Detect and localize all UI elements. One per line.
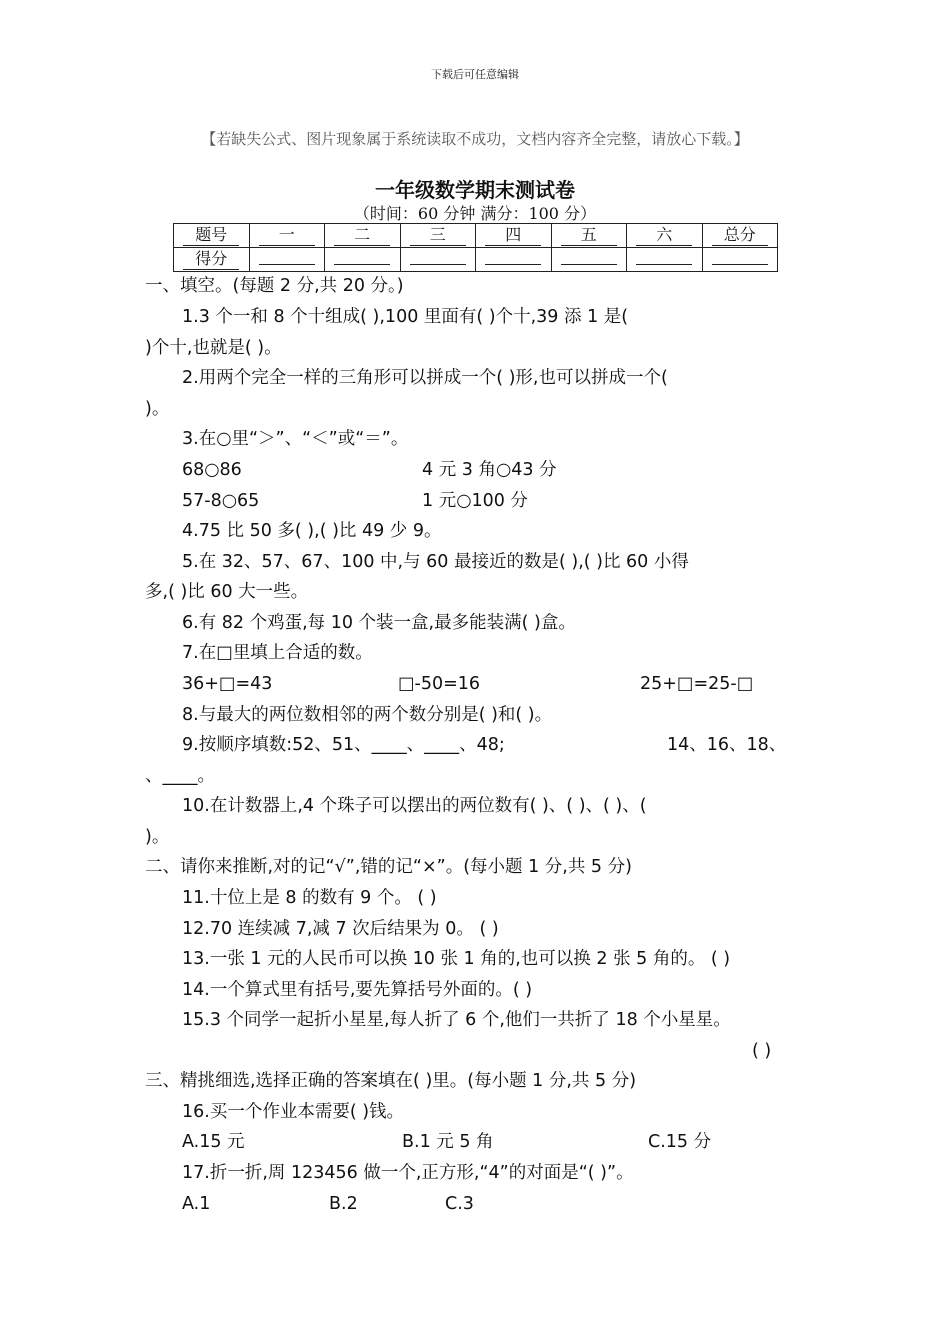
question-7-item: □-50=16 — [398, 674, 481, 694]
question-9-sequence-2: 14、16、18、 — [667, 735, 787, 755]
question-7: 7.在□里填上合适的数。 — [182, 643, 373, 663]
question-1-line-1: 1.3 个一和 8 个十组成( ),100 里面有( )个十,39 添 1 是( — [182, 307, 629, 327]
score-table-header-row — [174, 224, 778, 248]
question-10-line-1: 10.在计数器上,4 个珠子可以摆出的两位数有( )、( )、( )、( — [182, 796, 647, 816]
question-16-option-c: C.15 分 — [648, 1132, 712, 1152]
question-3-item: 57-8○65 — [182, 491, 260, 511]
score-cell-total: 总分 — [712, 225, 768, 246]
question-9-line-1: 9.按顺序填数:52、51、____、____、48; — [182, 735, 505, 755]
question-5-line-2: 多,( )比 60 大一些。 — [145, 582, 309, 602]
question-17-option-a: A.1 — [182, 1194, 211, 1214]
question-7-item: 36+□=43 — [182, 674, 273, 694]
score-blank[interactable] — [551, 248, 627, 272]
question-3-item: 68○86 — [182, 460, 242, 480]
score-cell-section-5: 五 — [561, 225, 617, 246]
score-cell-section-1: 一 — [259, 225, 315, 246]
score-blank[interactable] — [476, 248, 552, 272]
question-17-option-b: B.2 — [329, 1194, 358, 1214]
question-8: 8.与最大的两位数相邻的两个数分别是( )和( )。 — [182, 705, 553, 725]
question-13: 13.一张 1 元的人民币可以换 10 张 1 角的,也可以换 2 张 5 角的。 ( ) — [182, 949, 731, 969]
question-6: 6.有 82 个鸡蛋,每 10 个装一盒,最多能装满( )盒。 — [182, 613, 576, 633]
question-3: 3.在○里“＞”、“＜”或“＝”。 — [182, 429, 409, 449]
score-blank[interactable] — [400, 248, 476, 272]
score-blank[interactable] — [325, 248, 401, 272]
section-2-heading: 二、请你来推断,对的记“√”,错的记“×”。(每小题 1 分,共 5 分) — [145, 857, 632, 877]
score-table — [173, 223, 778, 272]
question-16-option-b: B.1 元 5 角 — [402, 1132, 494, 1152]
section-1-heading: 一、填空。(每题 2 分,共 20 分。) — [145, 276, 404, 296]
score-cell-label: 题号 — [183, 225, 239, 246]
question-17: 17.折一折,周 123456 做一个,正方形,“4”的对面是“( )”。 — [182, 1163, 634, 1183]
question-16: 16.买一个作业本需要( )钱。 — [182, 1102, 405, 1122]
page-subtitle: （时间：60 分钟 满分：100 分） — [353, 204, 597, 223]
page-title: 一年级数学期末测试卷 — [375, 178, 575, 202]
question-3-item: 4 元 3 角○43 分 — [422, 460, 557, 480]
score-blank[interactable] — [249, 248, 325, 272]
score-cell-section-2: 二 — [334, 225, 390, 246]
question-7-item: 25+□=25-□ — [640, 674, 754, 694]
question-3-item: 1 元○100 分 — [422, 491, 528, 511]
question-16-option-a: A.15 元 — [182, 1132, 245, 1152]
question-1-line-2: )个十,也就是( )。 — [145, 338, 282, 358]
question-2-line-1: 2.用两个完全一样的三角形可以拼成一个( )形,也可以拼成一个( — [182, 368, 668, 388]
question-4: 4.75 比 50 多( ),( )比 49 少 9。 — [182, 521, 442, 541]
question-5-line-1: 5.在 32、57、67、100 中,与 60 最接近的数是( ),( )比 60 小得 — [182, 552, 689, 572]
download-notice: 【若缺失公式、图片现象属于系统读取不成功，文档内容齐全完整，请放心下载。】 — [201, 130, 749, 148]
question-9-line-2: 、____。 — [145, 766, 215, 786]
question-17-option-c: C.3 — [445, 1194, 474, 1214]
question-2-line-2: )。 — [145, 399, 170, 419]
score-cell-section-3: 三 — [410, 225, 466, 246]
question-15: 15.3 个同学一起折小星星,每人折了 6 个,他们一共折了 18 个小星星。 — [182, 1010, 731, 1030]
question-15-answer-paren: ( ) — [752, 1041, 772, 1061]
score-table-score-row — [174, 248, 778, 272]
page-header: 下载后可任意编辑 — [431, 68, 519, 81]
score-cell-section-4: 四 — [485, 225, 541, 246]
question-10-line-2: )。 — [145, 827, 170, 847]
score-blank[interactable] — [702, 248, 778, 272]
section-3-heading: 三、精挑细选,选择正确的答案填在( )里。(每小题 1 分,共 5 分) — [145, 1071, 637, 1091]
question-12: 12.70 连续减 7,减 7 次后结果为 0。 ( ) — [182, 919, 499, 939]
question-11: 11.十位上是 8 的数有 9 个。 ( ) — [182, 888, 437, 908]
score-row-label: 得分 — [183, 249, 239, 270]
question-14: 14.一个算式里有括号,要先算括号外面的。( ) — [182, 980, 533, 1000]
score-cell-section-6: 六 — [636, 225, 692, 246]
score-blank[interactable] — [627, 248, 703, 272]
